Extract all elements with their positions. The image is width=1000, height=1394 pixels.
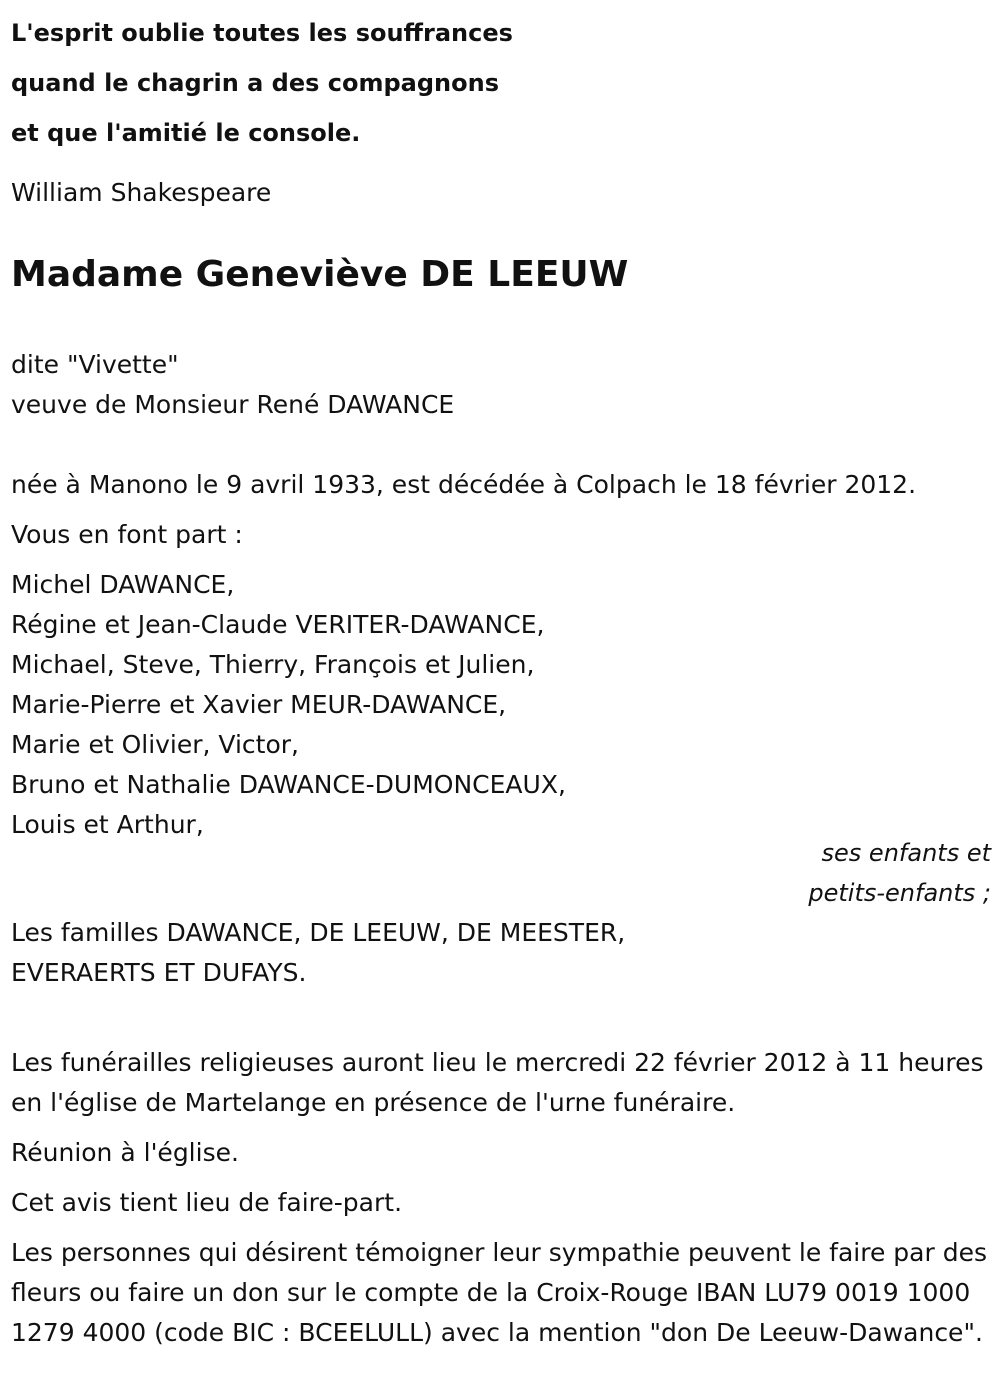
- family-line: Régine et Jean-Claude VERITER-DAWANCE,: [11, 610, 545, 639]
- obituary-notice: [11, 0, 991, 1353]
- birth-death-info: née à Manono le 9 avril 1933, est décédée à Colpach le 18 février 2012.: [11, 470, 917, 499]
- deceased-widow-of: veuve de Monsieur René DAWANCE: [11, 390, 455, 419]
- family-list: [11, 565, 991, 845]
- family-line: Bruno et Nathalie DAWANCE-DUMONCEAUX,: [11, 770, 566, 799]
- notice-statement: Cet avis tient lieu de faire-part.: [11, 1188, 403, 1217]
- family-line: Marie-Pierre et Xavier MEUR-DAWANCE,: [11, 690, 507, 719]
- other-families: [11, 913, 991, 993]
- families-line: Les familles DAWANCE, DE LEEUW, DE MEESTER,: [11, 918, 626, 947]
- funeral-ceremony: Les funérailles religieuses auront lieu le mercredi 22 février 2012 à 11 heures en l'église de Martelange en présence de l'urne funéraire.: [11, 1048, 984, 1117]
- deceased-nickname: dite "Vivette": [11, 350, 179, 379]
- relation-label: [11, 833, 991, 913]
- family-line: Louis et Arthur,: [11, 810, 204, 839]
- relation-line: petits-enfants ;: [808, 879, 991, 907]
- quote-author: William Shakespeare: [11, 178, 272, 207]
- quote-line: quand le chagrin a des compagnons: [11, 69, 500, 97]
- deceased-name: Madame Geneviève DE LEEUW: [11, 254, 629, 295]
- funeral-gathering: Réunion à l'église.: [11, 1138, 239, 1167]
- announcement-intro: Vous en font part :: [11, 520, 243, 549]
- family-line: Marie et Olivier, Victor,: [11, 730, 300, 759]
- quote-line: et que l'amitié le console.: [11, 119, 361, 147]
- epigraph-quote: [11, 0, 991, 158]
- families-line: EVERAERTS ET DUFAYS.: [11, 958, 307, 987]
- relation-line: ses enfants et: [821, 839, 991, 867]
- family-line: Michael, Steve, Thierry, François et Julien,: [11, 650, 535, 679]
- donation-info: Les personnes qui désirent témoigner leur sympathie peuvent le faire par des fleurs ou faire un don sur le compte de la Croix-Rouge IBAN LU79 0019 1000 1279 4000 (code BIC : BCEELULL) avec la mention "don De Leeuw-Dawance".: [11, 1238, 987, 1347]
- quote-line: L'esprit oublie toutes les souffrances: [11, 19, 513, 47]
- family-line: Michel DAWANCE,: [11, 570, 235, 599]
